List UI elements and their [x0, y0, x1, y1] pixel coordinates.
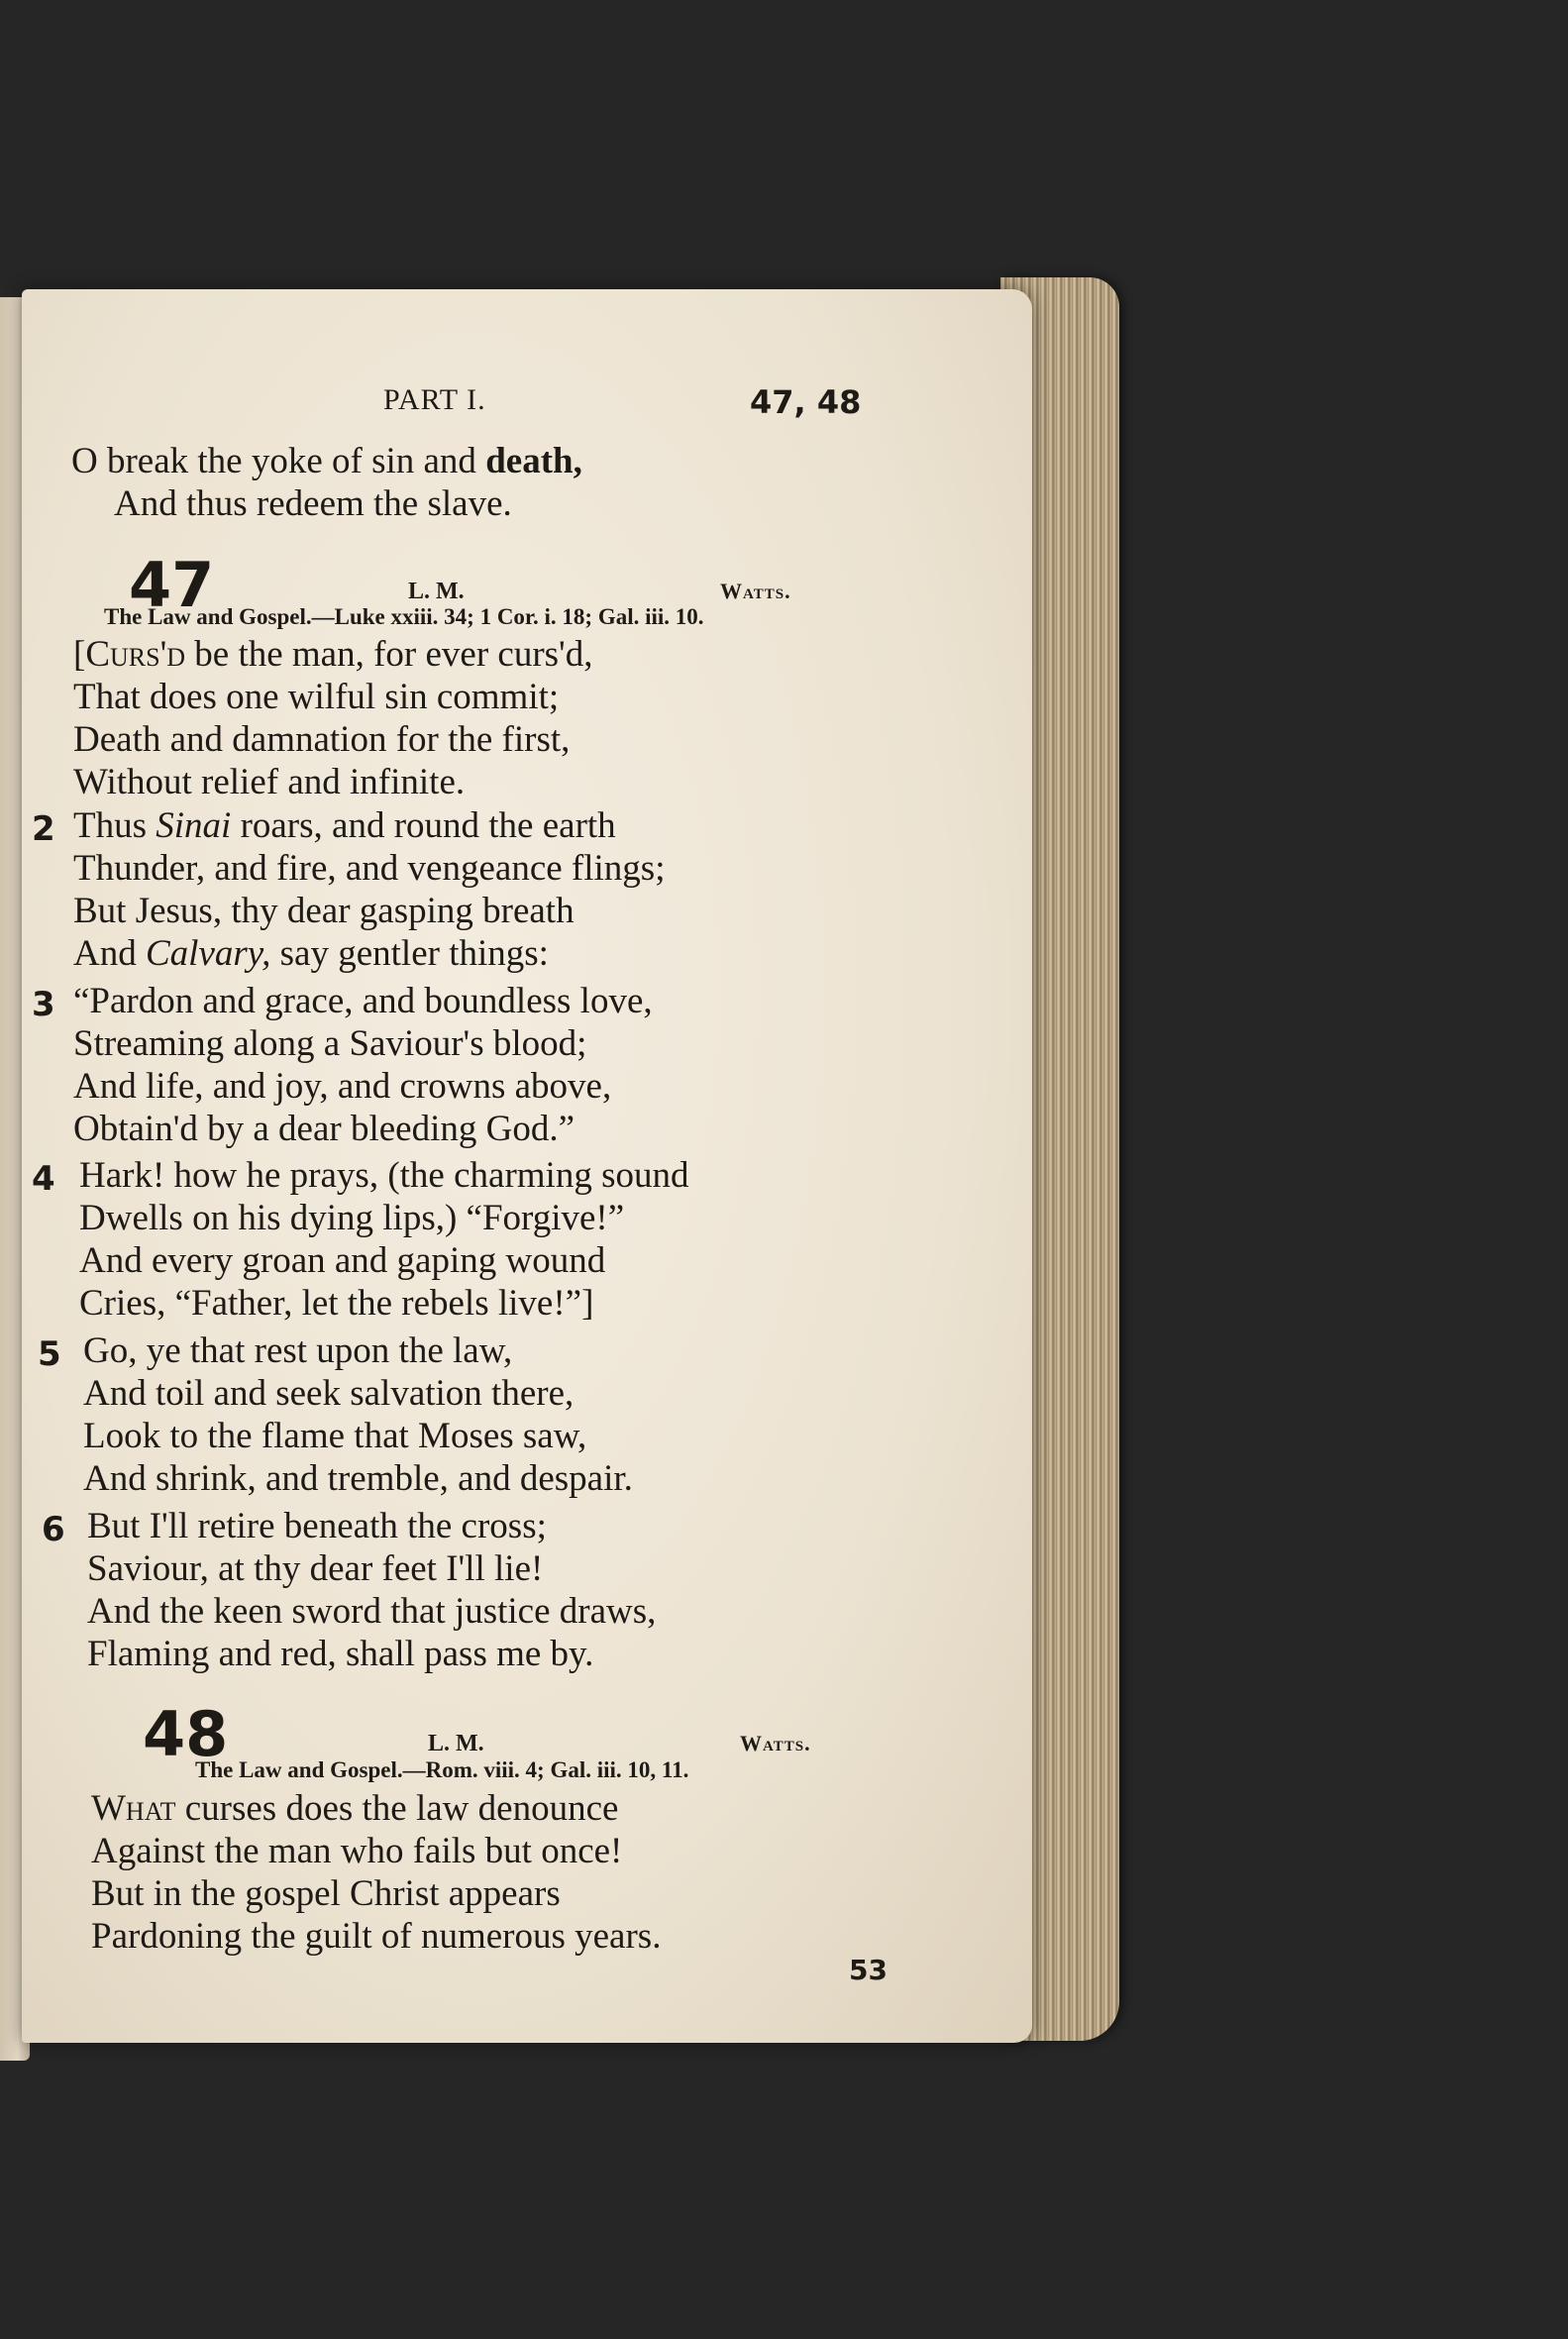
hymn-47-number: 47	[129, 549, 215, 621]
h47-v5-line-4: And shrink, and tremble, and despair.	[83, 1458, 633, 1499]
h47-v6-line-1: But I'll retire beneath the cross;	[87, 1506, 547, 1546]
hymn-47-meter: L. M.	[408, 579, 465, 604]
h47-v2-line-4: And Calvary, say gentler things:	[73, 933, 549, 974]
hymn-48-author: Watts.	[740, 1731, 811, 1755]
page-number: 53	[849, 1954, 888, 1986]
h47-verse-number-6: 6	[42, 1510, 65, 1549]
h47-verse-number-3: 3	[32, 985, 55, 1024]
h48-v1-line-1: What curses does the law denounce	[91, 1788, 619, 1829]
h47-v5-line-3: Look to the flame that Moses saw,	[83, 1416, 587, 1456]
h48-v1-line-4: Pardoning the guilt of numerous years.	[91, 1916, 662, 1957]
hymn-47-author: Watts.	[720, 579, 791, 603]
h47-v4-line-2: Dwells on his dying lips,) “Forgive!”	[79, 1198, 625, 1238]
running-header	[22, 383, 1032, 423]
part-title: PART I.	[383, 383, 486, 416]
h47-v6-line-2: Saviour, at thy dear feet I'll lie!	[87, 1548, 544, 1589]
h47-v5-line-2: And toil and seek salvation there,	[83, 1373, 575, 1414]
h47-v3-line-3: And life, and joy, and crowns above,	[73, 1066, 612, 1107]
h47-v4-line-3: And every groan and gaping wound	[79, 1240, 606, 1281]
h47-verse-number-5: 5	[38, 1334, 61, 1374]
h47-v1-line-4: Without relief and infinite.	[73, 762, 466, 802]
opening-line-1: O break the yoke of sin and death,	[71, 441, 582, 481]
h48-v1-line-2: Against the man who fails but once!	[91, 1831, 623, 1871]
hymn-range: 47, 48	[750, 383, 862, 421]
h47-v1-line-3: Death and damnation for the first,	[73, 719, 571, 760]
h47-v1-line-1: [Curs'd be the man, for ever curs'd,	[73, 634, 593, 675]
h47-verse-number-4: 4	[32, 1159, 55, 1199]
h47-v3-line-1: “Pardon and grace, and boundless love,	[73, 981, 653, 1021]
h47-v6-line-4: Flaming and red, shall pass me by.	[87, 1634, 594, 1674]
h47-v2-line-1: Thus Sinai roars, and round the earth	[73, 805, 616, 846]
h47-v4-line-4: Cries, “Father, let the rebels live!”]	[79, 1283, 594, 1324]
hymn-48-reference: The Law and Gospel.—Rom. viii. 4; Gal. iii. 10, 11.	[195, 1757, 689, 1782]
h47-verse-number-2: 2	[32, 809, 55, 849]
h47-v6-line-3: And the keen sword that justice draws,	[87, 1591, 657, 1632]
book-page	[22, 289, 1032, 2043]
h47-v2-line-3: But Jesus, thy dear gasping breath	[73, 891, 575, 931]
h48-v1-line-3: But in the gospel Christ appears	[91, 1873, 561, 1914]
h47-v3-line-2: Streaming along a Saviour's blood;	[73, 1023, 587, 1064]
h47-v4-line-1: Hark! how he prays, (the charming sound	[79, 1155, 689, 1196]
opening-line-2: And thus redeem the slave.	[114, 483, 512, 524]
h47-v2-line-2: Thunder, and fire, and vengeance flings;	[73, 848, 666, 889]
hymn-48-number: 48	[143, 1698, 229, 1770]
h47-v5-line-1: Go, ye that rest upon the law,	[83, 1330, 513, 1371]
h47-v1-line-2: That does one wilful sin commit;	[73, 677, 560, 717]
h47-v3-line-4: Obtain'd by a dear bleeding God.”	[73, 1109, 575, 1149]
hymn-47-reference: The Law and Gospel.—Luke xxiii. 34; 1 Cor. i. 18; Gal. iii. 10.	[104, 604, 704, 629]
hymn-48-meter: L. M.	[428, 1731, 484, 1756]
